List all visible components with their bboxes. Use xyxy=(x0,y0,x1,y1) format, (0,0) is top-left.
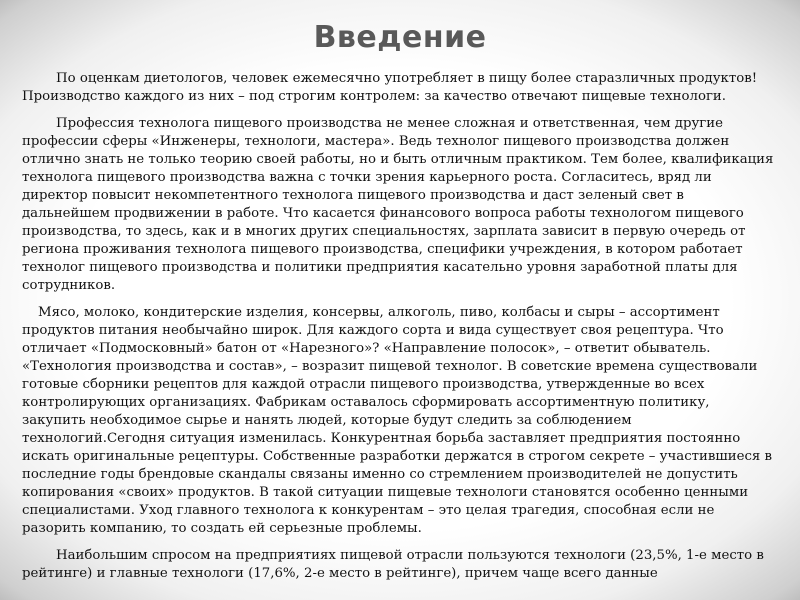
paragraph-assortment: Мясо, молоко, кондитерские изделия, консервы, алкоголь, пиво, колбасы и сыры – ассортимент продуктов питания необычайно широк. Для каждого сорта и вида существует своя рецептура. Что отличает «Подмосковный» батон от «Нарезного»? «Направление полосок», – ответит обыватель. «Технология производства и состав», – возразит пищевой технолог. В советские времена существовали готовые сборники рецептов для каждой отрасли пищевого производства, утвержденные во всех контролирующих организациях. Фабрикам оставалось сформировать ассортиментную политику, закупить необходимое сырье и нанять людей, которые будут следить за соблюдением технологий.Сегодня ситуация изменилась. Конкурентная борьба заставляет предприятия постоянно искать оригинальные рецептуры. Собственные разработки держатся в строгом секрете – участившиеся в последние годы брендовые скандалы связаны именно со стремлением производителей не допустить копирования «своих» продуктов. В такой ситуации пищевые технологи становятся особенно ценными специалистами. Уход главного технолога к конкурентам – это целая трагедия, способная если не разорить компанию, то создать ей серьезные проблемы. xyxy=(22,305,773,536)
paragraph-profession: Профессия технолога пищевого производства не менее сложная и ответственная, чем другие профессии сферы «Инженеры, технологи, мастера». Ведь технолог пищевого производства должен отлично знать не только теорию своей работы, но и быть отличным практиком. Тем более, квалификация технолога пищевого производства важна с точки зрения карьерного роста. Согласитесь, вряд ли директор повысит некомпетентного технолога пищевого производства и даст зеленый свет в дальнейшем продвижении в работе. Что касается финансового вопроса работы технологом пищевого производства, то здесь, как и в многих других специальностях, зарплата зависит в первую очередь от региона проживания технолога пищевого производства, специфики учреждения, в котором работает технолог пищевого производства и политики предприятия касательно уровня заработной платы для сотрудников. xyxy=(22,116,774,293)
paragraph-demand: Наибольшим спросом на предприятиях пищевой отрасли пользуются технологи (23,5%, 1-е место в рейтинге) и главные технологи (17,6%, 2-е место в рейтинге), причем чаще всего данные xyxy=(22,548,764,581)
paragraph-intro: По оценкам диетологов, человек ежемесячно употребляет в пищу более стаpазличных продуктов! Производство каждого из них – под строгим контролем: за качество отвечают пищевые технологи. xyxy=(22,71,758,104)
slide-title: Введение xyxy=(313,20,487,55)
slide-body xyxy=(22,70,774,592)
